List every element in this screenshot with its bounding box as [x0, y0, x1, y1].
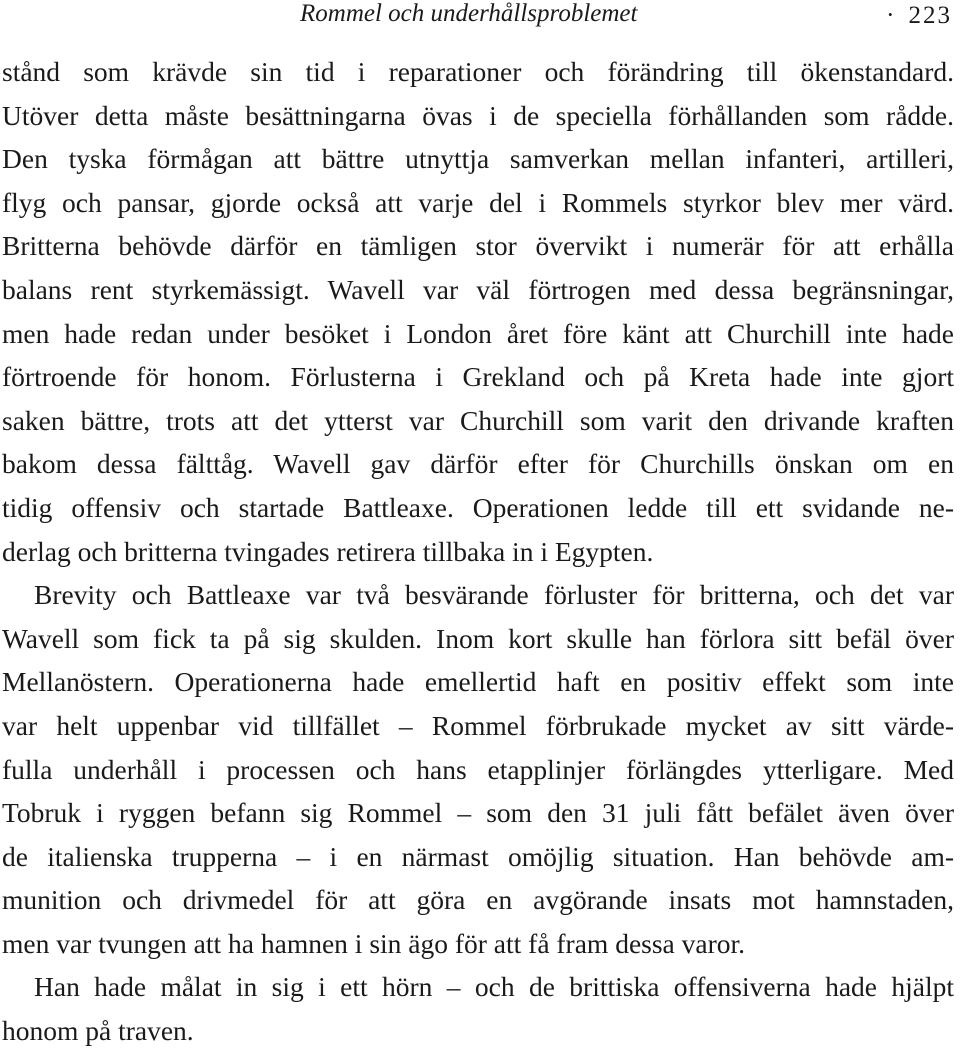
- text-line: Utöver detta måste besättningarna övas i de speciella förhållanden som rådde.: [2, 99, 954, 131]
- running-title: Rommel och underhållsproblemet: [300, 0, 638, 27]
- text-line: bakom dessa fälttåg. Wavell gav därför efter för Churchills önskan om en: [2, 448, 954, 480]
- text-line: Wavell som fick ta på sig skulden. Inom kort skulle han förlora sitt befäl över: [2, 622, 954, 654]
- text-line: förtroende för honom. Förlusterna i Grekland och på Kreta hade inte gjort: [2, 361, 954, 393]
- text-line: tidig offensiv och startade Battleaxe. Operationen ledde till ett svidande ne-: [2, 491, 954, 523]
- text-line: men var tvungen att ha hamnen i sin ägo för att få fram dessa varor.: [2, 927, 746, 959]
- text-line: balans rent styrkemässigt. Wavell var väl förtrogen med dessa begränsningar,: [2, 273, 954, 305]
- text-line: honom på traven.: [2, 1015, 194, 1047]
- page-number-value: 223: [908, 2, 952, 29]
- text-line: Han hade målat in sig i ett hörn – och de brittiska offensiverna hade hjälpt: [34, 971, 954, 1003]
- text-line: flyg och pansar, gjorde också att varje del i Rommels styrkor blev mer värd.: [2, 186, 954, 218]
- text-line: var helt uppenbar vid tillfället – Rommel förbrukade mycket av sitt värde-: [2, 709, 954, 741]
- page-number: [886, 2, 952, 30]
- text-line: derlag och britterna tvingades retirera tillbaka in i Egypten.: [2, 535, 654, 567]
- text-line: Britterna behövde därför en tämligen stor övervikt i numerär för att erhålla: [2, 230, 954, 262]
- text-line: Den tyska förmågan att bättre utnyttja samverkan mellan infanteri, artilleri,: [2, 143, 954, 175]
- text-line: saken bättre, trots att det ytterst var Churchill som varit den drivande kraften: [2, 404, 954, 436]
- text-line: Brevity och Battleaxe var två besvärande förluster för britterna, och det var: [34, 579, 954, 611]
- running-header: [0, 0, 960, 30]
- text-line: de italienska trupperna – i en närmast omöjlig situation. Han behövde am-: [2, 840, 954, 872]
- text-line: Tobruk i ryggen befann sig Rommel – som den 31 juli fått befälet även över: [2, 797, 954, 829]
- body-text: [2, 50, 954, 1053]
- text-line: Mellanöstern. Operationerna hade emellertid haft en positiv effekt som inte: [2, 666, 954, 698]
- text-line: stånd som krävde sin tid i reparationer och förändring till ökenstandard.: [2, 56, 954, 87]
- header-separator: ·: [886, 2, 897, 29]
- text-line: men hade redan under besöket i London året före känt att Churchill inte hade: [2, 317, 954, 349]
- text-line: munition och drivmedel för att göra en avgörande insats mot hamnstaden,: [2, 884, 954, 916]
- text-line: fulla underhåll i processen och hans etapplinjer förlängdes ytterligare. Med: [2, 753, 954, 785]
